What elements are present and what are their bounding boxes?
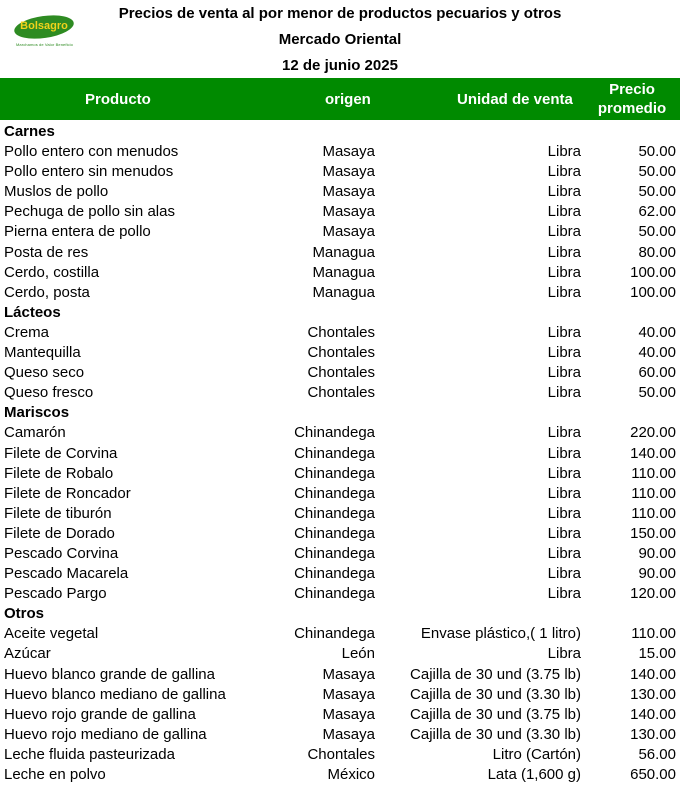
price-cell: 56.00 <box>638 745 676 763</box>
price-cell: 100.00 <box>630 263 676 281</box>
price-cell: 80.00 <box>638 243 676 261</box>
price-cell: 40.00 <box>638 323 676 341</box>
price-cell: 220.00 <box>630 424 676 442</box>
price-cell: 140.00 <box>630 665 676 683</box>
origin-cell: Chontales <box>307 384 375 402</box>
logo-name: Bolsagro <box>20 20 68 32</box>
unit-cell: Libra <box>547 645 581 663</box>
price-cell: 90.00 <box>638 565 676 583</box>
origin-cell: León <box>341 645 375 663</box>
origin-cell: Chinandega <box>294 585 375 603</box>
table-row <box>0 705 680 725</box>
origin-cell: Chontales <box>307 344 375 362</box>
origin-cell: Masaya <box>322 705 375 723</box>
unit-cell: Libra <box>547 524 581 542</box>
price-cell: 100.00 <box>630 283 676 301</box>
origin-cell: México <box>327 766 375 783</box>
price-cell: 50.00 <box>638 384 676 402</box>
price-cell: 130.00 <box>630 685 676 703</box>
unit-cell: Libra <box>547 544 581 562</box>
product-cell: Pechuga de pollo sin alas <box>4 203 175 221</box>
header-product: Producto <box>85 91 151 108</box>
price-cell: 50.00 <box>638 183 676 201</box>
unit-cell: Cajilla de 30 und (3.75 lb) <box>410 705 581 723</box>
unit-cell: Libra <box>547 504 581 522</box>
product-cell: Mantequilla <box>4 344 81 362</box>
price-cell: 650.00 <box>630 766 676 783</box>
product-cell: Crema <box>4 323 50 341</box>
product-cell: Filete de Robalo <box>4 464 114 482</box>
header-origin: origen <box>325 91 371 108</box>
product-cell: Queso fresco <box>4 384 94 402</box>
category-label: Lácteos <box>4 303 61 321</box>
unit-cell: Envase plástico,( 1 litro) <box>420 625 581 643</box>
table-row <box>0 444 680 464</box>
product-cell: Queso seco <box>4 364 85 382</box>
unit-cell: Libra <box>547 283 581 301</box>
report-date: 12 de junio 2025 <box>282 57 398 74</box>
unit-cell: Libra <box>547 484 581 502</box>
unit-cell: Cajilla de 30 und (3.30 lb) <box>410 685 581 703</box>
product-cell: Filete de Roncador <box>4 484 131 502</box>
category-row <box>0 122 680 142</box>
unit-cell: Libra <box>547 585 581 603</box>
table-row <box>0 544 680 564</box>
unit-cell: Libra <box>547 143 581 161</box>
table-row <box>0 423 680 443</box>
market-name: Mercado Oriental <box>278 31 402 48</box>
table-row <box>0 202 680 222</box>
price-cell: 50.00 <box>638 143 676 161</box>
unit-cell: Libra <box>547 344 581 362</box>
table-row <box>0 162 680 182</box>
table-row <box>0 343 680 363</box>
price-cell: 140.00 <box>630 444 676 462</box>
price-cell: 50.00 <box>638 163 676 181</box>
product-cell: Cerdo, costilla <box>4 263 100 281</box>
table-row <box>0 222 680 242</box>
unit-cell: Litro (Cartón) <box>492 745 581 763</box>
product-cell: Posta de res <box>4 243 89 261</box>
table-row <box>0 484 680 504</box>
unit-cell: Libra <box>547 223 581 241</box>
category-label: Mariscos <box>4 404 70 422</box>
product-cell: Camarón <box>4 424 66 442</box>
product-cell: Huevo rojo mediano de gallina <box>4 725 207 743</box>
product-cell: Huevo blanco grande de gallina <box>4 665 215 683</box>
unit-cell: Libra <box>547 263 581 281</box>
price-cell: 140.00 <box>630 705 676 723</box>
product-cell: Aceite vegetal <box>4 625 99 643</box>
table-row <box>0 644 680 664</box>
origin-cell: Masaya <box>322 203 375 221</box>
table-row <box>0 323 680 343</box>
category-row <box>0 403 680 423</box>
table-row <box>0 685 680 705</box>
table-row <box>0 564 680 584</box>
origin-cell: Chinandega <box>294 444 375 462</box>
table-row <box>0 243 680 263</box>
product-cell: Huevo blanco mediano de gallina <box>4 685 226 703</box>
category-label: Carnes <box>4 123 55 140</box>
price-cell: 40.00 <box>638 344 676 362</box>
price-cell: 110.00 <box>631 504 676 522</box>
unit-cell: Libra <box>547 364 581 382</box>
origin-cell: Masaya <box>322 725 375 743</box>
table-row <box>0 363 680 383</box>
product-cell: Cerdo, posta <box>4 283 90 301</box>
table-row <box>0 665 680 685</box>
table-row <box>0 283 680 303</box>
price-cell: 120.00 <box>630 585 676 603</box>
origin-cell: Masaya <box>322 685 375 703</box>
unit-cell: Libra <box>547 565 581 583</box>
unit-cell: Libra <box>547 384 581 402</box>
origin-cell: Chontales <box>307 323 375 341</box>
price-cell: 90.00 <box>638 544 676 562</box>
price-cell: 110.00 <box>631 625 676 643</box>
product-cell: Pescado Pargo <box>4 585 107 603</box>
category-row <box>0 303 680 323</box>
table-row <box>0 142 680 162</box>
price-cell: 130.00 <box>630 725 676 743</box>
unit-cell: Libra <box>547 464 581 482</box>
origin-cell: Chinandega <box>294 504 375 522</box>
origin-cell: Masaya <box>322 223 375 241</box>
category-label: Otros <box>4 605 45 623</box>
origin-cell: Masaya <box>322 163 375 181</box>
unit-cell: Libra <box>547 444 581 462</box>
table-row <box>0 464 680 484</box>
price-cell: 150.00 <box>630 524 676 542</box>
origin-cell: Chinandega <box>294 544 375 562</box>
price-cell: 62.00 <box>638 203 676 221</box>
table-row <box>0 383 680 403</box>
product-cell: Filete de Dorado <box>4 524 115 542</box>
table-row <box>0 624 680 644</box>
product-cell: Azúcar <box>4 645 51 663</box>
origin-cell: Managua <box>312 283 375 301</box>
header-price-line1: Precio <box>609 81 655 98</box>
origin-cell: Chinandega <box>294 484 375 502</box>
table-row <box>0 182 680 202</box>
unit-cell: Cajilla de 30 und (3.75 lb) <box>410 665 581 683</box>
unit-cell: Libra <box>547 163 581 181</box>
category-row <box>0 604 680 624</box>
table-row <box>0 263 680 283</box>
origin-cell: Chontales <box>307 745 375 763</box>
unit-cell: Libra <box>547 203 581 221</box>
unit-cell: Lata (1,600 g) <box>487 766 581 783</box>
origin-cell: Chinandega <box>294 625 375 643</box>
table-row <box>0 725 680 745</box>
page-title: Precios de venta al por menor de productos pecuarios y otros <box>118 5 562 22</box>
unit-cell: Libra <box>547 243 581 261</box>
table-row <box>0 524 680 544</box>
product-cell: Leche fluida pasteurizada <box>4 745 175 763</box>
product-cell: Pescado Macarela <box>4 565 129 583</box>
price-cell: 60.00 <box>638 364 676 382</box>
unit-cell: Libra <box>547 183 581 201</box>
product-cell: Filete de Corvina <box>4 444 118 462</box>
price-cell: 110.00 <box>631 484 676 502</box>
unit-cell: Cajilla de 30 und (3.30 lb) <box>410 725 581 743</box>
table-row <box>0 745 680 765</box>
price-table-body <box>0 122 680 785</box>
table-row <box>0 504 680 524</box>
table-row <box>0 584 680 604</box>
header-unit: Unidad de venta <box>457 91 573 108</box>
product-cell: Pierna entera de pollo <box>4 223 151 241</box>
origin-cell: Masaya <box>322 665 375 683</box>
origin-cell: Managua <box>312 243 375 261</box>
product-cell: Filete de tiburón <box>4 504 112 522</box>
table-header <box>0 78 680 120</box>
product-cell: Pollo entero sin menudos <box>4 163 174 181</box>
product-cell: Huevo rojo grande de gallina <box>4 705 196 723</box>
origin-cell: Chinandega <box>294 424 375 442</box>
unit-cell: Libra <box>547 323 581 341</box>
price-cell: 110.00 <box>631 464 676 482</box>
origin-cell: Chinandega <box>294 524 375 542</box>
unit-cell: Libra <box>547 424 581 442</box>
header-price-line2: promedio <box>597 100 667 117</box>
origin-cell: Chinandega <box>294 464 375 482</box>
header-price <box>590 80 674 118</box>
product-cell: Pescado Corvina <box>4 544 119 562</box>
logo-tagline: Marchamos de Valor Beneficio <box>16 42 73 47</box>
product-cell: Leche en polvo <box>4 766 106 783</box>
origin-cell: Chontales <box>307 364 375 382</box>
price-cell: 50.00 <box>638 223 676 241</box>
origin-cell: Masaya <box>322 183 375 201</box>
origin-cell: Masaya <box>322 143 375 161</box>
table-row <box>0 765 680 785</box>
product-cell: Pollo entero con menudos <box>4 143 179 161</box>
product-cell: Muslos de pollo <box>4 183 109 201</box>
origin-cell: Chinandega <box>294 565 375 583</box>
price-cell: 15.00 <box>638 645 676 663</box>
origin-cell: Managua <box>312 263 375 281</box>
